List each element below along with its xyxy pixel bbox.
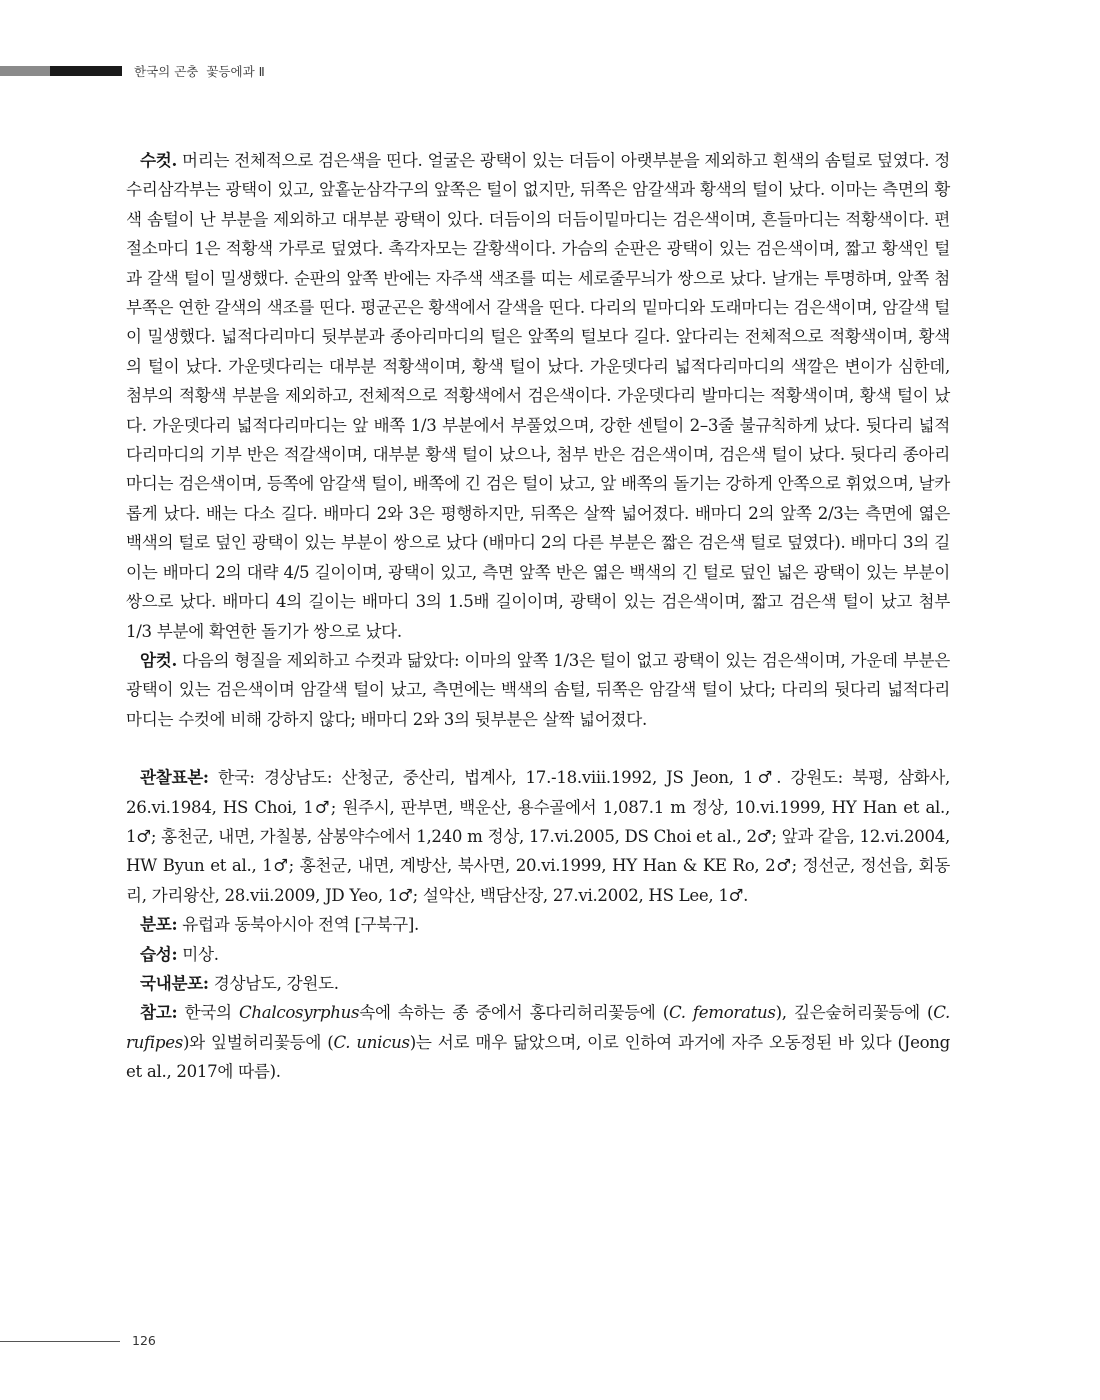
paragraph-specimens — [126, 763, 950, 910]
page-number: 126 — [132, 1333, 156, 1348]
remarks-text-1: 한국의 — [177, 1003, 239, 1023]
main-content — [126, 146, 950, 1087]
specimens-label: 관찰표본: — [140, 767, 209, 788]
domestic-label: 국내분포: — [140, 972, 209, 993]
remarks-text-4: )와 잎벌허리꽃등에 ( — [182, 1032, 334, 1052]
remarks-text-2: 속에 속하는 종 중에서 홍다리허리꽃등에 ( — [359, 1003, 669, 1023]
species-name-rufipes: C. rufipes — [126, 1003, 951, 1052]
header-bar-black — [50, 66, 122, 76]
header-title: 한국의 곤충 — [134, 64, 199, 79]
biology-text: 미상. — [177, 944, 219, 964]
female-label: 암컷. — [140, 649, 177, 670]
distribution-label: 분포: — [140, 914, 178, 935]
domestic-text: 경상남도, 강원도. — [208, 973, 339, 993]
remarks-text-5: )는 서로 매우 닮았으며, 이로 인하여 과거에 자주 오동정된 바 있다 (Jeong et al., 2017에 따름). — [126, 1032, 950, 1082]
header-bar-gray — [0, 66, 50, 76]
remarks-text-3: ), 깊은숲허리꽃등에 ( — [775, 1003, 934, 1023]
species-name-unicus: C. unicus — [333, 1032, 410, 1052]
header-subtitle: 꽃등에과 Ⅱ — [206, 64, 265, 79]
paragraph-biology — [126, 940, 950, 969]
female-text: 다음의 형질을 제외하고 수컷과 닮았다: 이마의 앞쪽 1/3은 털이 없고 광택이 있는 검은색이며, 가운데 부분은 광택이 있는 검은색이며 암갈색 털이 났고, 측면에는 백색의 솜털, 뒤쪽은 암갈색 털이 났다; 다리의 뒷다리 넓적다리마디는 수컷에 비해 강하지 않다; 배마디 2와 3의 뒷부분은 살짝 넓어졌다. — [126, 650, 950, 729]
paragraph-female — [126, 646, 950, 734]
male-label: 수컷. — [140, 150, 177, 170]
distribution-text: 유럽과 동북아시아 전역 [구북구]. — [177, 915, 420, 935]
remarks-label: 참고: — [140, 1002, 178, 1023]
male-text: 머리는 전체적으로 검은색을 띤다. 얼굴은 광택이 있는 더듬이 아랫부분을 제외하고 흰색의 솜털로 덮였다. 정수리삼각부는 광택이 있고, 앞홑눈삼각구의 앞쪽은 털이 없지만, 뒤쪽은 암갈색과 황색의 털이 났다. 이마는 측면의 황색 솜털이 난 부분을 제외하고 대부분 광택이 있다. 더듬이의 더듬이밑마디는 검은색이며, 흔들마디는 적황색이다. 편절소마디 1은 적황색 가루로 덮였다. 촉각자모는 갈황색이다. 가슴의 순판은 광택이 있는 검은색이며, 짧고 황색인 털과 갈색 털이 밀생했다. 순판의 앞쪽 반에는 자주색 색조를 띠는 세로줄무늬가 쌍으로 났다. 날개는 투명하며, 앞쪽 첨부쪽은 연한 갈색의 색조를 띤다. 평균곤은 황색에서 갈색을 띤다. 다리의 밑마디와 도래마디는 검은색이며, 암갈색 털이 밀생했다. 넓적다리마디 뒷부분과 종아리마디의 털은 앞쪽의 털보다 길다. 앞다리는 전체적으로 적황색이며, 황색의 털이 났다. 가운뎃다리는 대부분 적황색이며, 황색 털이 났다. 가운뎃다리 넓적다리마디의 색깔은 변이가 심한데, 첨부의 적황색 부분을 제외하고, 전체적으로 적황색에서 검은색이다. 가운뎃다리 발마디는 적황색이며, 황색 털이 났다. 가운뎃다리 넓적다리마디는 앞 배쪽 1/3 부분에서 부풀었으며, 강한 센털이 2–3줄 불규칙하게 났다. 뒷다리 넓적다리마디의 기부 반은 적갈색이며, 대부분 황색 털이 났으나, 첨부 반은 검은색이며, 검은색 털이 났다. 뒷다리 종아리마디는 검은색이며, 등쪽에 암갈색 털이, 배쪽에 긴 검은 털이 났고, 앞 배쪽의 돌기는 강하게 안쪽으로 휘었으며, 날카롭게 났다. 배는 다소 길다. 배마디 2와 3은 평행하지만, 뒤쪽은 살짝 넓어졌다. 배마디 2의 앞쪽 2/3는 측면에 엷은 백색의 털로 덮인 광택이 있는 부분이 쌍으로 났다 (배마디 2의 다른 부분은 짧은 검은색 털로 덮였다). 배마디 3의 길이는 배마디 2의 대략 4/5 길이이며, 광택이 있고, 측면 앞쪽 반은 엷은 백색의 긴 털로 덮인 넓은 광택이 있는 부분이 쌍으로 났다. 배마디 4의 길이는 배마디 3의 1.5배 길이이며, 광택이 있는 검은색이며, 짧고 검은색 털이 났고 첨부 1/3 부분에 확연한 돌기가 쌍으로 났다. — [126, 151, 950, 641]
running-header — [0, 62, 400, 80]
specimens-text: 한국: 경상남도: 산청군, 중산리, 법계사, 17.-18.viii.1992, JS Jeon, 1♂. 강원도: 북평, 삼화사, 26.vi.1984, HS Choi, 1♂; 원주시, 판부면, 백운산, 용수골에서 1,087.1 m 정상, 10.vi.1999, HY Han et al., 1♂; 홍천군, 내면, 가칠봉, 삼봉약수에서 1,240 m 정상, 17.vi.2005, DS Choi et al., 2♂; 앞과 같음, 12.vi.2004, HW Byun et al., 1♂; 홍천군, 내면, 계방산, 북사면, 20.vi.1999, HY Han & KE Ro, 2♂; 정선군, 정선읍, 회동리, 가리왕산, 28.vii.2009, JD Yeo, 1♂; 설악산, 백담산장, 27.vi.2002, HS Lee, 1♂. — [126, 768, 950, 905]
footer-rule — [0, 1341, 120, 1342]
genus-name: Chalcosyrphus — [238, 1003, 360, 1023]
paragraph-male — [126, 146, 950, 646]
species-name-femoratus: C. femoratus — [668, 1003, 776, 1023]
header-text — [134, 62, 265, 80]
paragraph-remarks — [126, 998, 950, 1086]
paragraph-domestic — [126, 969, 950, 998]
paragraph-distribution — [126, 910, 950, 939]
biology-label: 습성: — [140, 943, 178, 964]
